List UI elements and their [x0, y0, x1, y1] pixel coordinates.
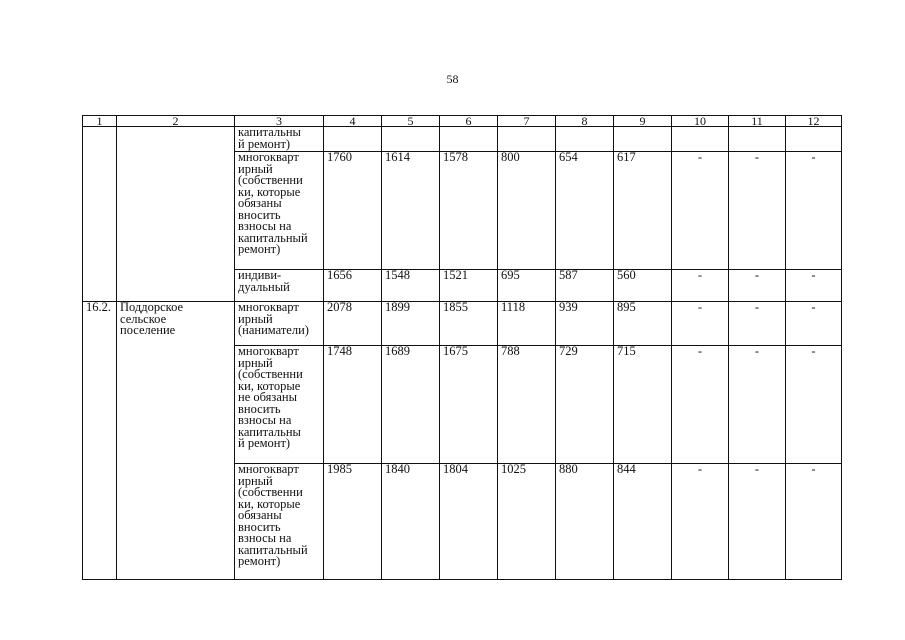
header-cell: 9 [614, 116, 672, 127]
header-cell: 4 [324, 116, 382, 127]
value-cell: 800 [498, 152, 556, 270]
value-cell: - [672, 346, 729, 464]
value-cell: 1840 [382, 464, 440, 580]
value-cell: 1899 [382, 302, 440, 346]
header-cell: 5 [382, 116, 440, 127]
value-cell: - [729, 302, 786, 346]
value-cell: 939 [556, 302, 614, 346]
value-cell: 654 [556, 152, 614, 270]
header-cell: 8 [556, 116, 614, 127]
value-cell: 1548 [382, 270, 440, 302]
value-cell: 788 [498, 346, 556, 464]
value-cell: - [672, 464, 729, 580]
value-cell: 560 [614, 270, 672, 302]
value-cell: 1804 [440, 464, 498, 580]
value-cell: - [729, 152, 786, 270]
value-cell: - [786, 346, 842, 464]
value-cell: - [672, 302, 729, 346]
value-cell [556, 127, 614, 152]
value-cell [324, 127, 382, 152]
table-row [83, 127, 842, 152]
value-cell [672, 127, 729, 152]
value-cell: - [672, 152, 729, 270]
value-cell: - [786, 270, 842, 302]
value-cell [614, 127, 672, 152]
header-cell: 12 [786, 116, 842, 127]
value-cell: 880 [556, 464, 614, 580]
housing-type-cell: многокварт ирный (собственни ки, которые обязаны вносить взносы на капитальный ремонт) [235, 152, 324, 270]
settlement-number: 16.2. [83, 302, 117, 580]
header-cell: 1 [83, 116, 117, 127]
value-cell: 2078 [324, 302, 382, 346]
value-cell: 715 [614, 346, 672, 464]
value-cell: - [729, 270, 786, 302]
value-cell: 1760 [324, 152, 382, 270]
settlement-name: Поддорское сельское поселение [117, 302, 235, 580]
value-cell: - [786, 152, 842, 270]
value-cell: - [672, 270, 729, 302]
value-cell: - [786, 464, 842, 580]
header-cell: 2 [117, 116, 235, 127]
housing-type-cell: многокварт ирный (собственни ки, которые обязаны вносить взносы на капитальный ремонт) [235, 464, 324, 580]
value-cell: 729 [556, 346, 614, 464]
value-cell: 895 [614, 302, 672, 346]
value-cell [382, 127, 440, 152]
value-cell: 844 [614, 464, 672, 580]
value-cell [440, 127, 498, 152]
value-cell: 1855 [440, 302, 498, 346]
value-cell: 1614 [382, 152, 440, 270]
housing-type-cell: многокварт ирный (собственни ки, которые не обязаны вносить взносы на капитальны й ремонт) [235, 346, 324, 464]
value-cell: 1118 [498, 302, 556, 346]
tariff-table [82, 115, 842, 580]
housing-type-cell: индиви- дуальный [235, 270, 324, 302]
value-cell [498, 127, 556, 152]
value-cell: 1675 [440, 346, 498, 464]
header-cell: 10 [672, 116, 729, 127]
value-cell: 1656 [324, 270, 382, 302]
value-cell: - [729, 464, 786, 580]
value-cell: 1578 [440, 152, 498, 270]
header-row [83, 116, 842, 127]
value-cell: 587 [556, 270, 614, 302]
table-row [83, 302, 842, 346]
value-cell: 1025 [498, 464, 556, 580]
header-cell: 6 [440, 116, 498, 127]
header-cell: 3 [235, 116, 324, 127]
value-cell: - [786, 302, 842, 346]
value-cell [729, 127, 786, 152]
value-cell: 1748 [324, 346, 382, 464]
empty-cell [117, 127, 235, 302]
value-cell: 1689 [382, 346, 440, 464]
value-cell: 695 [498, 270, 556, 302]
value-cell: 1521 [440, 270, 498, 302]
empty-cell [83, 127, 117, 302]
value-cell: 617 [614, 152, 672, 270]
header-cell: 11 [729, 116, 786, 127]
page-number: 58 [446, 72, 459, 86]
header-cell: 7 [498, 116, 556, 127]
value-cell: - [729, 346, 786, 464]
value-cell [786, 127, 842, 152]
value-cell: 1985 [324, 464, 382, 580]
housing-type-cell: многокварт ирный (наниматели) [235, 302, 324, 346]
housing-type-cell: капитальны й ремонт) [235, 127, 324, 152]
